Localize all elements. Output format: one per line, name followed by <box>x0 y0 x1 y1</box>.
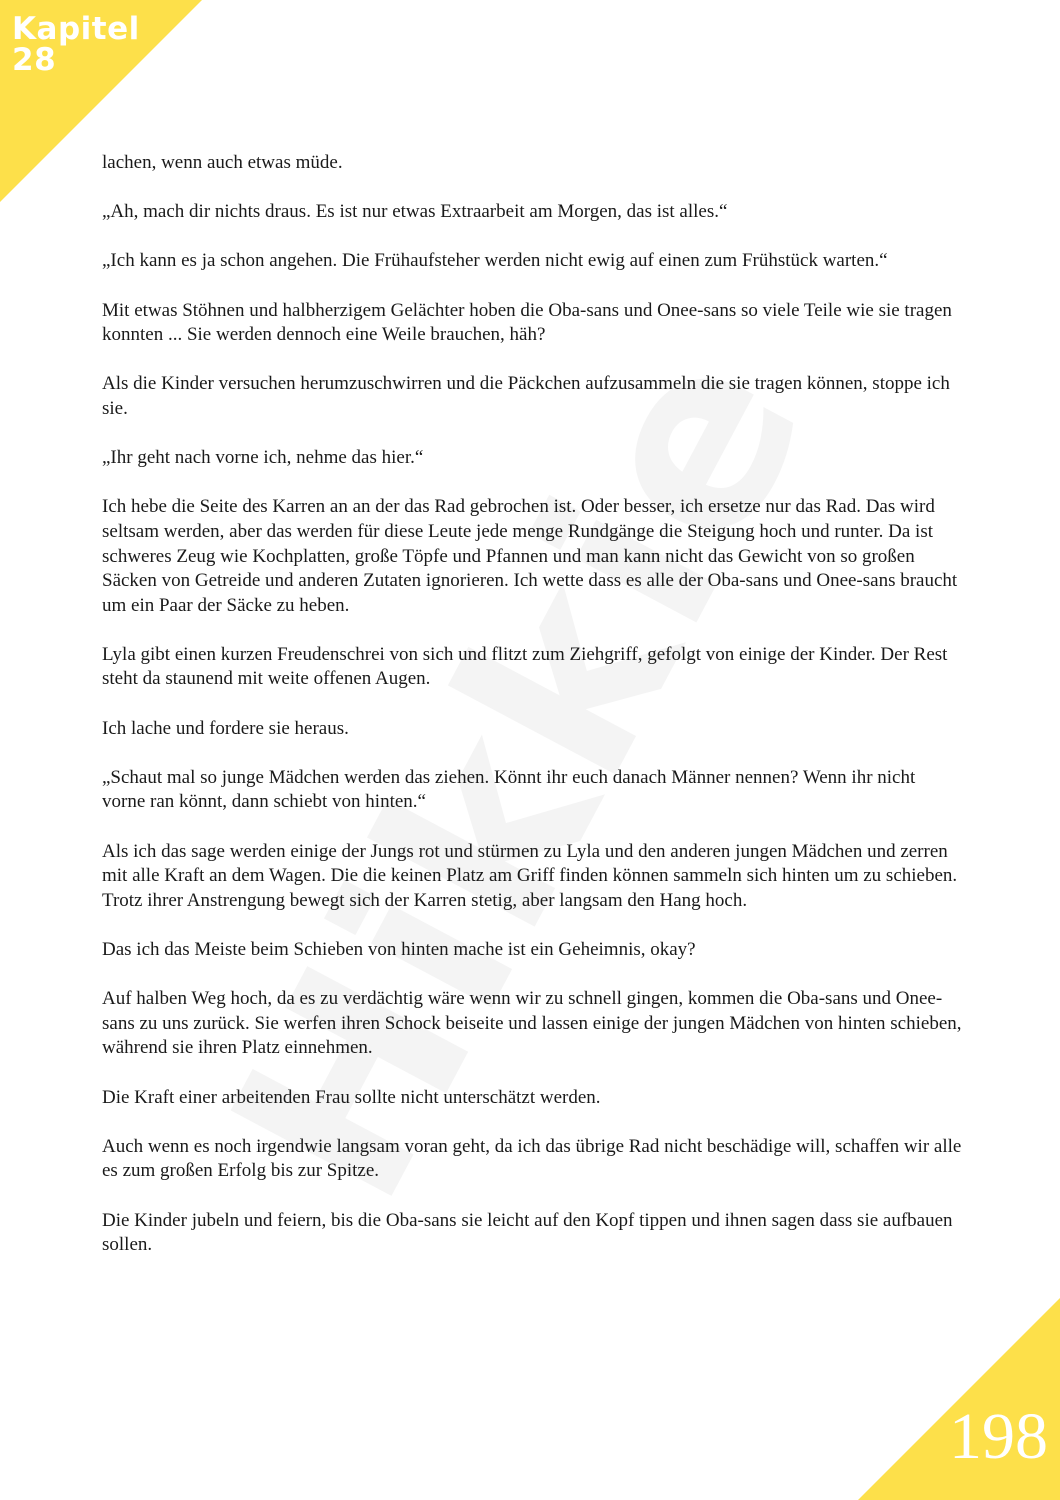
paragraph: „Ihr geht nach vorne ich, nehme das hier.“ <box>102 447 424 469</box>
chapter-number: 28 <box>12 42 57 78</box>
paragraph: Mit etwas Stöhnen und halbherzigem Gelächter hoben die Oba-sans und Onee-sans so viele Teile wie sie tragen konnten ... Sie werden dennoch eine Weile brauchen, häh? <box>102 299 952 346</box>
paragraph: Auf halben Weg hoch, da es zu verdächtig wäre wenn wir zu schnell gingen, kommen die Oba-sans und Onee-sans zu uns zurück. Sie werfen ihren Schock beiseite und lassen einige der jungen Mädchen von hinten schieben, während sie ihren Platz einnehmen. <box>102 988 962 1059</box>
paragraph: lachen, wenn auch etwas müde. <box>102 152 343 173</box>
paragraph: Ich lache und fordere sie heraus. <box>102 717 349 739</box>
paragraph: Als ich das sage werden einige der Jungs rot und stürmen zu Lyla und den anderen jungen Mädchen und zerren mit alle Kraft an dem Wagen. Die die keinen Platz am Griff finden können sammeln sich hinten um zu schieben. Trotz ihrer Anstrengung bewegt sich der Karren stetig, aber langsam den Hang hoch. <box>102 840 958 911</box>
page-body <box>102 151 962 1282</box>
paragraph: Die Kraft einer arbeitenden Frau sollte nicht unterschätzt werden. <box>102 1086 601 1108</box>
page-number: 198 <box>949 1400 1048 1473</box>
paragraph: Lyla gibt einen kurzen Freudenschrei von sich und flitzt zum Ziehgriff, gefolgt von einige der Kinder. Der Rest steht da staunend mit weite offenen Augen. <box>102 643 948 690</box>
paragraph: „Ich kann es ja schon angehen. Die Frühaufsteher werden nicht ewig auf einen zum Frühstück warten.“ <box>102 250 888 272</box>
paragraph: Als die Kinder versuchen herumzuschwirren und die Päckchen aufzusammeln die sie tragen können, stoppe ich sie. <box>102 373 950 419</box>
chapter-label <box>12 11 140 78</box>
paragraph: Ich hebe die Seite des Karren an an der das Rad gebrochen ist. Oder besser, ich ersetze nur das Rad. Das wird seltsam werden, aber das werden für diese Leute jede menge Rundgänge die Steigung hoch und runter. Da ist schweres Zeug wie Kochplatten, große Töpfe und Pfannen und man kann nicht das Gewicht von so großen Säcken von Getreide und anderen Zutaten ignorieren. Ich wette dass es alle der Oba-sans und Onee-sans braucht um ein Paar der Säcke zu heben. <box>102 496 958 616</box>
paragraph: „Schaut mal so junge Mädchen werden das ziehen. Könnt ihr euch danach Männer nennen? Wenn ihr nicht vorne ran könnt, dann schiebt von hinten.“ <box>102 766 916 813</box>
paragraph: Auch wenn es noch irgendwie langsam voran geht, da ich das übrige Rad nicht beschädige will, schaffen wir alle es zum großen Erfolg bis zur Spitze. <box>102 1135 962 1182</box>
paragraph: „Ah, mach dir nichts draus. Es ist nur etwas Extraarbeit am Morgen, das ist alles.“ <box>102 201 728 223</box>
paragraph: Die Kinder jubeln und feiern, bis die Oba-sans sie leicht auf den Kopf tippen und ihnen sagen dass sie aufbauen sollen. <box>102 1209 953 1256</box>
chapter-word: Kapitel <box>12 11 140 47</box>
paragraph: Das ich das Meiste beim Schieben von hinten mache ist ein Geheimnis, okay? <box>102 939 696 960</box>
